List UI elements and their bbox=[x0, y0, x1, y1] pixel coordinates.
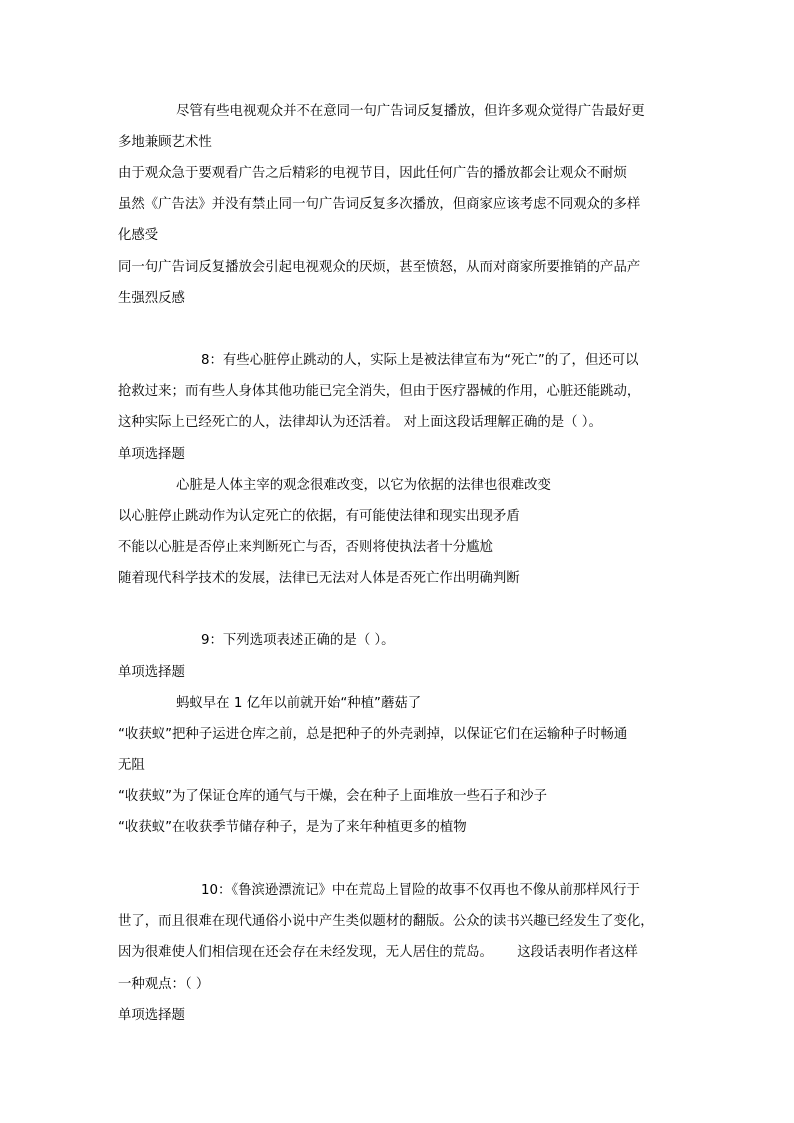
prev-option-c-line-1: 虽然《广告法》并没有禁止同一句广告词反复多次播放，但商家应该考虑不同观众的多样 bbox=[118, 197, 641, 212]
q8-stem-line-2: 抢救过来；而有些人身体其他功能已完全消失，但由于医疗器械的作用，心脏还能跳动， bbox=[118, 384, 641, 399]
prev-option-c-line-2: 化感受 bbox=[118, 228, 159, 243]
q8-option-a: 心脏是人体主宰的观念很难改变，以它为依据的法律也很难改变 bbox=[176, 478, 551, 493]
q8-option-d: 随着现代科学技术的发展，法律已无法对人体是否死亡作出明确判断 bbox=[118, 571, 520, 586]
prev-option-d-line-2: 生强烈反感 bbox=[118, 291, 185, 306]
q10-stem-line-4: 一种观点：（ ） bbox=[118, 977, 210, 992]
q8-option-c: 不能以心脏是否停止来判断死亡与否，否则将使执法者十分尴尬 bbox=[118, 540, 493, 555]
q9-option-c: “收获蚁”为了保证仓库的通气与干燥，会在种子上面堆放一些石子和沙子 bbox=[118, 789, 547, 804]
q9-option-b-line-1: “收获蚁”把种子运进仓库之前，总是把种子的外壳剥掉，以保证它们在运输种子时畅通 bbox=[118, 727, 628, 742]
q8-question-type: 单项选择题 bbox=[118, 447, 185, 462]
q10-stem-line-3: 因为很难使人们相信现在还会存在未经发现，无人居住的荒岛。 这段话表明作者这样 bbox=[118, 945, 638, 960]
q10-question-type: 单项选择题 bbox=[118, 1008, 185, 1023]
prev-option-d-line-1: 同一句广告词反复播放会引起电视观众的厌烦，甚至愤怒，从而对商家所要推销的产品产 bbox=[118, 260, 641, 275]
q9-option-a: 蚂蚁早在 1 亿年以前就开始“种植”蘑菇了 bbox=[176, 696, 422, 711]
prev-option-a-line-2: 多地兼顾艺术性 bbox=[118, 135, 212, 150]
q10-stem-line-1: 10：《鲁滨逊漂流记》中在荒岛上冒险的故事不仅再也不像从前那样风行于 bbox=[201, 883, 640, 898]
q9-stem: 9：下列选项表述正确的是（ ）。 bbox=[201, 633, 395, 648]
q10-stem-line-2: 世了，而且很难在现代通俗小说中产生类似题材的翻版。公众的读书兴趣已经发生了变化， bbox=[118, 914, 654, 929]
q9-question-type: 单项选择题 bbox=[118, 665, 185, 680]
q8-stem-line-1: 8：有些心脏停止跳动的人，实际上是被法律宣布为“死亡”的了，但还可以 bbox=[201, 353, 639, 368]
q8-stem-line-3: 这种实际上已经死亡的人，法律却认为还活着。 对上面这段话理解正确的是（ ）。 bbox=[118, 415, 602, 430]
q9-option-d: “收获蚁”在收获季节储存种子，是为了来年种植更多的植物 bbox=[118, 820, 467, 835]
prev-option-a-line-1: 尽管有些电视观众并不在意同一句广告词反复播放，但许多观众觉得广告最好更 bbox=[176, 104, 645, 119]
q9-option-b-line-2: 无阻 bbox=[118, 758, 145, 773]
q8-option-b: 以心脏停止跳动作为认定死亡的依据，有可能使法律和现实出现矛盾 bbox=[118, 509, 520, 524]
prev-option-b: 由于观众急于要观看广告之后精彩的电视节目，因此任何广告的播放都会让观众不耐烦 bbox=[118, 166, 627, 181]
